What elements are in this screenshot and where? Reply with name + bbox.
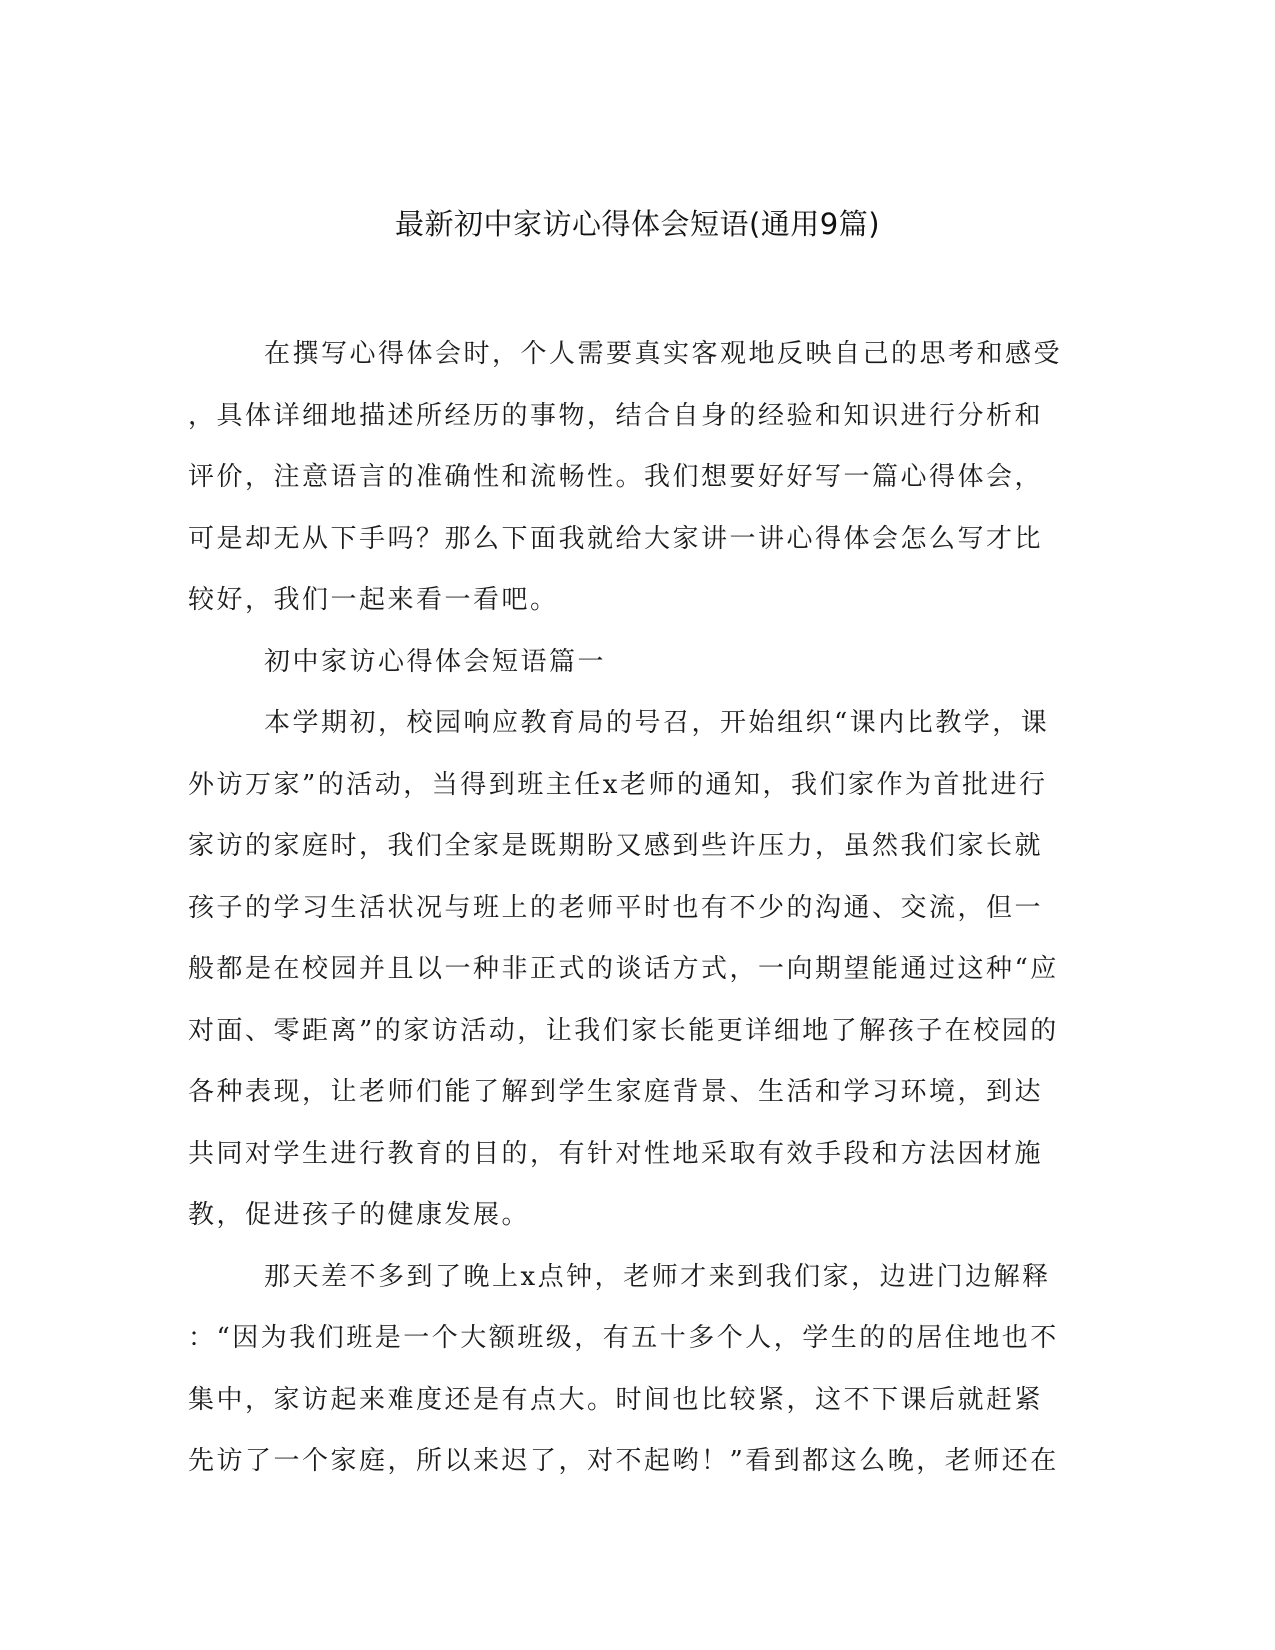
paragraph-line: 本学期初，校园响应教育局的号召，开始组织“课内比教学，课 xyxy=(264,708,1050,738)
paragraph-line: 家访的家庭时，我们全家是既期盼又感到些许压力，虽然我们家长就 xyxy=(188,831,1044,861)
paragraph-line: 共同对学生进行教育的目的，有针对性地采取有效手段和方法因材施 xyxy=(188,1138,1044,1169)
paragraph-line: 在撰写心得体会时，个人需要真实客观地反映自己的思考和感受 xyxy=(264,339,1063,369)
paragraph-line: 孩子的学习生活状况与班上的老师平时也有不少的沟通、交流，但一 xyxy=(188,892,1044,923)
paragraph-line: 集中，家访起来难度还是有点大。时间也比较紧，这不下课后就赶紧 xyxy=(188,1384,1044,1415)
paragraph-line: 可是却无从下手吗？那么下面我就给大家讲一讲心得体会怎么写才比 xyxy=(188,523,1044,554)
document-body xyxy=(188,324,1068,1493)
paragraph-line: 般都是在校园并且以一种非正式的谈话方式，一向期望能通过这种“应 xyxy=(188,954,1059,984)
section-heading: 初中家访心得体会短语篇一 xyxy=(264,646,607,677)
paragraph-line: ，具体详细地描述所经历的事物，结合自身的经验和知识进行分析和 xyxy=(188,400,1044,431)
paragraph-line: 各种表现，让老师们能了解到学生家庭背景、生活和学习环境，到达 xyxy=(188,1077,1044,1107)
paragraph-line: 较好，我们一起来看一看吧。 xyxy=(188,585,559,615)
paragraph-line: 那天差不多到了晚上x点钟，老师才来到我们家，边进门边解释 xyxy=(264,1261,1051,1292)
paragraph-line: 评价，注意语言的准确性和流畅性。我们想要好好写一篇心得体会， xyxy=(188,462,1044,492)
paragraph-line: 外访万家”的活动，当得到班主任x老师的通知，我们家作为首批进行 xyxy=(188,769,1048,800)
paragraph-line: ：“因为我们班是一个大额班级，有五十多个人，学生的的居住地也不 xyxy=(188,1323,1059,1353)
document-title: 最新初中家访心得体会短语(通用9篇) xyxy=(394,207,881,241)
paragraph-line: 对面、零距离”的家访活动，让我们家长能更详细地了解孩子在校园的 xyxy=(188,1015,1059,1046)
paragraph-line: 教，促进孩子的健康发展。 xyxy=(188,1200,531,1230)
paragraph-line: 先访了一个家庭，所以来迟了，对不起哟！”看到都这么晚，老师还在 xyxy=(188,1446,1059,1476)
